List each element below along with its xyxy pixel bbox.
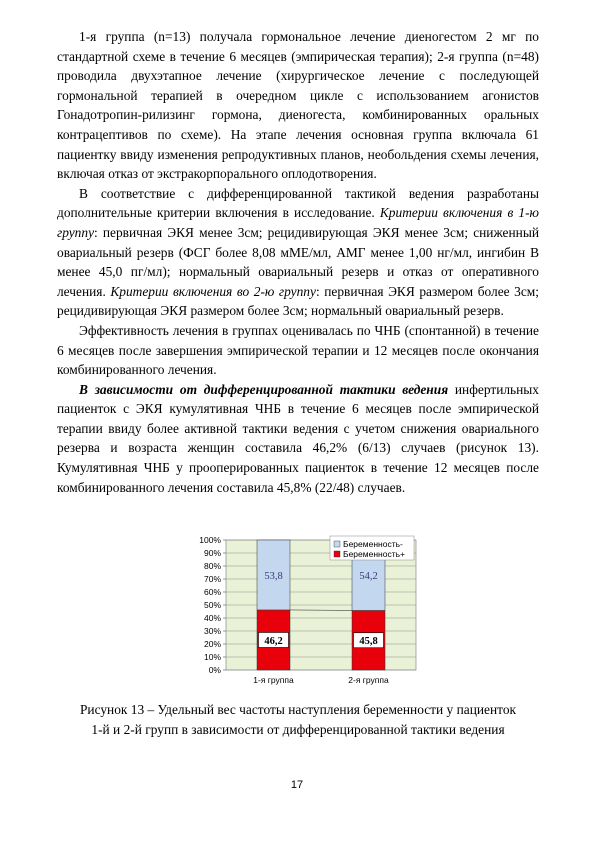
criteria-group1-label: Критерии включения в 1-ю группу (57, 205, 539, 240)
criteria-group2-label: Критерии включения во 2-ю группу (110, 283, 316, 299)
paragraph-4 (57, 380, 539, 498)
paragraph-4-text: инфертильных пациенток с ЭКЯ кумулятивная ЧНБ в течение 6 месяцев после эмпирической терапии ввиду более активной тактики ведения с учетом снижения овариального резерва и возраста женщин составила 46,2% (6/13) случаев (рисунок 13). Кумулятивная ЧНБ у прооперированных пациенток в течение 12 месяцев после комбинированного лечения составила 45,8% (22/48) случаев. (57, 381, 540, 495)
y-tick-label: 40% (203, 613, 221, 623)
y-tick-label: 20% (203, 639, 221, 649)
data-label: 54,2 (359, 571, 378, 583)
caption-line-2: 1-й и 2-й групп в зависимости от дифференцированной тактики ведения (91, 721, 505, 737)
paragraph-2 (57, 184, 539, 321)
data-label: 46,2 (264, 635, 283, 647)
figure-caption (57, 700, 539, 739)
y-tick-label: 10% (203, 652, 221, 662)
y-tick-label: 70% (203, 574, 221, 584)
paragraph-1: 1-я группа (n=13) получала гормональное лечение диеногестом 2 мг по стандартной схеме в течение 6 месяцев (эмпирическая терапия); 2-я группа (n=48) проводила двухэтапное лечение (хирургическое лечение с последующей гормональной терапией в очередном цикле с использованием агонистов Гонадотропин-рилизинг гормона, диеногеста, комбинированных оральных контрацептивов по схеме). На этапе лечения основная группа включала 61 пациентку ввиду изменения репродуктивных планов, необольдения схемы лечения, включая отказ от экстракорпорального оплодотворения. (57, 29, 539, 182)
y-tick-label: 0% (208, 665, 221, 675)
y-tick-label: 80% (203, 561, 221, 571)
legend-label: Беременность+ (343, 549, 405, 559)
paragraph-2-text-c: : первичная ЭКЯ менее 3см; рецидивирующая ЭКЯ менее 3см; сниженный овариальный резерв (ФСГ более 8,08 мМЕ/мл, АМГ менее 1,00 нг/мл, ингибин В менее 45,0 пг/мл); нормальный овариальный резерв и отказ от оперативного лечения. (57, 224, 539, 299)
caption-line-1: Рисунок 13 – Удельный вес частоты наступления беременности у пациенток (79, 702, 517, 717)
legend-swatch (334, 541, 340, 547)
paragraph-2-text-e: : первичная ЭКЯ размером более 3см; рецидивирующая ЭКЯ размером более 3см; нормальный овариальный резерв. (57, 283, 539, 319)
stacked-bar-chart (178, 532, 418, 694)
data-label: 53,8 (264, 570, 283, 582)
y-tick-label: 50% (203, 600, 221, 610)
legend-swatch (334, 551, 340, 557)
chart-svg (178, 532, 418, 694)
legend-label: Беременность- (343, 539, 403, 549)
data-label: 45,8 (359, 636, 378, 648)
body-text (57, 27, 539, 497)
y-tick-label: 30% (203, 626, 221, 636)
paragraph-3: Эффективность лечения в группах оценивалась по ЧНБ (спонтанной) в течение 6 месяцев после завершения эмпирической терапии и 12 месяцев после окончания комбинированного лечения. (57, 322, 539, 378)
y-tick-label: 60% (203, 587, 221, 597)
x-category-label: 2-я группа (348, 675, 389, 685)
y-tick-label: 100% (199, 535, 221, 545)
page-number: 17 (290, 779, 304, 791)
y-tick-label: 90% (203, 548, 221, 558)
x-category-label: 1-я группа (253, 675, 294, 685)
paragraph-2-text-a: В соответствие с дифференцированной тактикой ведения разработаны дополнительные критерии включения в исследование. (57, 185, 539, 221)
paragraph-4-emphasis: В зависимости от дифференцированной тактики ведения (79, 381, 449, 397)
